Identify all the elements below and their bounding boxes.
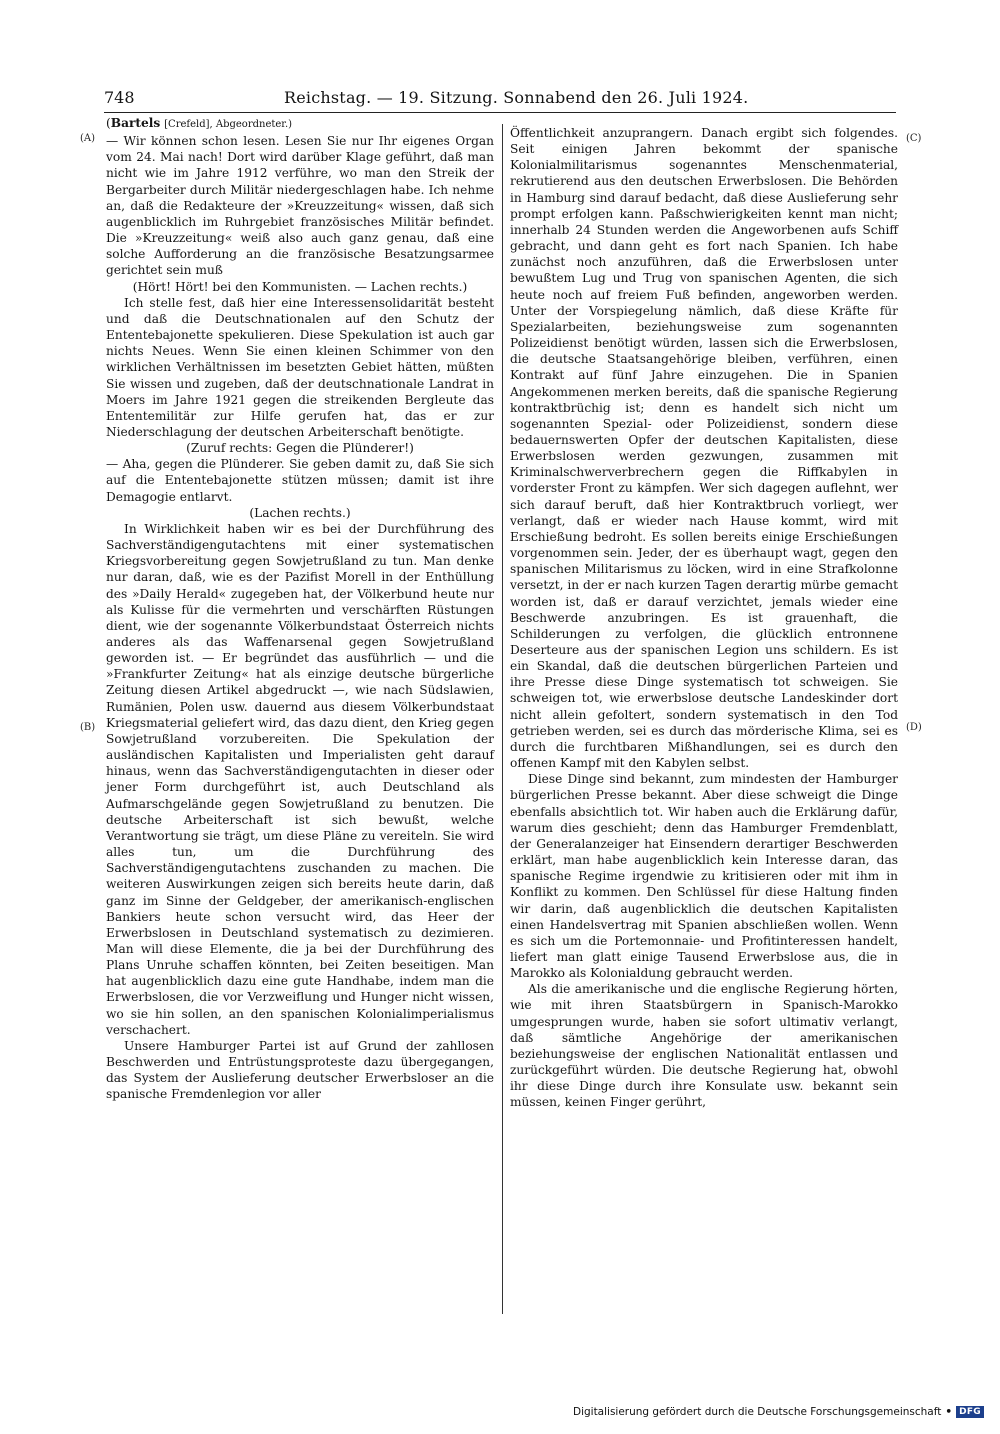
session-title: Reichstag. — 19. Sitzung. Sonnabend den 26. Juli 1924. xyxy=(284,88,749,107)
paragraph: Ich stelle fest, daß hier eine Interessensolidarität besteht und daß die Deutschnationalen auf den Schutz der Ententebajonette spekulieren. Diese Spekulation ist auch gar nichts Neues. Wenn Sie einen kleinen Schimmer von den wirklichen Verhältnissen im besetzten Gebiet hätten, müßten Sie wissen und zugeben, daß der deutschnationale Landrat in Moers im Jahre 1921 gegen die streikenden Bergleute das Ententemilitär zur Hilfe gerufen hat, das er zur Niederschlagung der deutschen Arbeiterschaft benötigte. xyxy=(106,295,494,439)
digitization-footer xyxy=(573,1404,984,1420)
margin-marker-c: (C) xyxy=(906,133,922,144)
margin-marker-a: (A) xyxy=(80,133,96,144)
interjection: (Hört! Hört! bei den Kommunisten. — Lachen rechts.) xyxy=(132,279,468,294)
column-divider xyxy=(502,124,503,1314)
interjection: (Lachen rechts.) xyxy=(249,505,351,520)
footer-text: Digitalisierung gefördert durch die Deutsche Forschungsgemeinschaft xyxy=(572,1406,942,1418)
speaker-name: Bartels xyxy=(110,116,161,130)
paragraph: — Wir können schon lesen. Lesen Sie nur Ihr eigenes Organ vom 24. Mai nach! Dort wird darüber Klage geführt, daß man nicht wie im Jahre 1912 verführe, wo man den Streik der Bergarbeiter durch Militär niedergeschlagen habe. Ich nehme an, daß die Redakteure der »Kreuzzeitung« wissen, daß sich augenblicklich im Ruhrgebiet französisches Militär befindet. Die »Kreuzzeitung« weiß also auch ganz genau, daß eine solche Aufforderung an die französische Besatzungsarmee gerichtet sein muß xyxy=(106,134,494,278)
paragraph: — Aha, gegen die Plünderer. Sie geben damit zu, daß Sie sich auf die Ententebajonette stützen müssen; damit ist ihre Demagogie entlarvt. xyxy=(106,457,494,504)
margin-marker-d: (D) xyxy=(906,722,922,733)
paragraph: Diese Dinge sind bekannt, zum mindesten der Hamburger bürgerlichen Presse bekannt. Aber diese schweigt die Dinge ebenfalls absichtlich tot. Wir haben auch die Erklärung dafür, warum dies geschieht; denn das Hamburger Fremdenblatt, der Generalanzeiger hat Einsendern derartiger Beschwerden erklärt, man habe augenblicklich kein Interesse daran, das spanische Regime irgendwie zu kritisieren oder mit ihm in Konflikt zu kommen. Den Schlüssel für diese Haltung finden wir darin, daß augenblicklich die deutschen Kapitalisten einen Handelsvertrag mit Spanien abschließen wollen. Wenn es sich um die Portemonnaie- und Profitinteressen handelt, liefert man glatt einige Tausend Erwerbslose aus, die in Marokko als Kolonialdung gebraucht werden. xyxy=(510,772,898,981)
speaker-open-paren: ( xyxy=(106,116,111,130)
paragraph: Unsere Hamburger Partei ist auf Grund der zahllosen Beschwerden und Entrüstungsproteste dazu übergegangen, das System der Auslieferung deutscher Erwerbsloser an die spanische Fremdenlegion vor aller xyxy=(106,1038,494,1102)
page-header xyxy=(104,88,894,110)
speaker-line xyxy=(106,115,494,133)
margin-marker-b: (B) xyxy=(80,722,96,733)
left-column xyxy=(106,115,494,1103)
paragraph: Als die amerikanische und die englische Regierung hörten, wie mit ihren Staatsbürgern in Spanisch-Marokko umgesprungen wurde, haben sie sofort ultimativ verlangt, daß sämtliche Angehörige der amerikanischen beziehungsweise der englischen Nationalität entlassen und zurückgeführt würden. Die deutsche Regierung hat, obwohl ihr diese Dinge durch ihre Konsulate usw. bekannt sein müssen, keinen Finger gerührt, xyxy=(510,982,898,1110)
interjection: (Zuruf rechts: Gegen die Plünderer!) xyxy=(186,441,414,456)
page-number: 748 xyxy=(104,88,135,107)
dfg-logo: DFG xyxy=(956,1406,984,1418)
speaker-detail: [Crefeld], Abgeordneter.) xyxy=(164,119,293,130)
header-rule xyxy=(104,112,896,113)
right-column xyxy=(510,125,898,1111)
paragraph: In Wirklichkeit haben wir es bei der Durchführung des Sachverständigengutachtens mit einer systematischen Kriegsvorbereitung gegen Sowjetrußland zu tun. Man denke nur daran, daß, wie es der Pazifist Morell in der Enthüllung des »Daily Herald« zugegeben hat, der Völkerbund heute nur als Kulisse für die vermehrten und verschärften Rüstungen dient, wie der sogenannte Völkerbundstaat Österreich nichts anderes als das Waffenarsenal gegen Sowjetrußland geworden ist. — Er begründet das ausführlich — und die »Frankfurter Zeitung« hat als einzige deutsche bürgerliche Zeitung diesen Artikel abgedruckt —, wie nach Südslawien, Rumänien, Polen usw. dauernd aus diesem Völkerbundstaat Kriegsmaterial geliefert wird, das dazu dient, den Krieg gegen Sowjetrußland vorzubereiten. Die Spekulation der ausländischen Kapitalisten und Imperialisten geht darauf hinaus, wenn das Sachverständigengutachten in dieser oder jener Form durchgeführt ist, auch Deutschland als Aufmarschgelände gegen Sowjetrußland zu benutzen. Die deutsche Arbeiterschaft ist sich bewußt, welche Verantwortung sie trägt, um diese Pläne zu vereiteln. Sie wird alles tun, um die Durchführung des Sachverständigengutachtens zuschanden zu machen. Die weiteren Auswirkungen zeigen sich bereits heute darin, daß ganz im Sinne der Geldgeber, der amerikanisch-englischen Bankiers heute schon versucht wird, das Heer der Erwerbslosen in Deutschland systematisch zu dezimieren. Man will diese Elemente, die ja bei der Durchführung des Plans Unruhe schaffen könnten, bei Zeiten beseitigen. Man hat augenblicklich dazu eine gute Handhabe, indem man die Erwerbslosen, die vor Verzweiflung und Hunger nicht wissen, wo sie hin sollen, an den spanischen Kolonialimperialismus verschachert. xyxy=(106,521,494,1037)
footer-separator: • xyxy=(945,1406,953,1418)
paragraph: Öffentlichkeit anzuprangern. Danach ergibt sich folgendes. Seit einigen Jahren bekommt der spanische Kolonialmilitarismus sogenanntes Menschenmaterial, rekrutierend aus den deutschen Erwerbslosen. Die Behörden in Hamburg sind darauf bedacht, daß diese Auslieferung sehr prompt erfolgen kann. Paßschwierigkeiten kennt man nicht; innerhalb 24 Stunden werden die Angeworbenen aufs Schiff gebracht, und dann geht es fort nach Spanien. Ich habe zunächst noch anzuführen, daß die Erwerbslosen unter bewußtem Lug und Trug von spanischen Agenten, die sich heute noch auf freiem Fuß befinden, angeworben werden. Unter der Vorspiegelung nämlich, daß diese Kräfte für Spezialarbeiten, beziehungsweise zum sogenannten Polizeidienst benötigt würden, lassen sich die Erwerbslosen, die deutsche Staatsangehörige bleiben, verführen, einen Kontrakt auf fünf Jahre einzugehen. Die in Spanien Angekommenen merken bereits, daß die spanische Regierung kontraktbrüchig ist; denn es handelt sich nicht um sogenannten Spezial- oder Polizeidienst, sondern diese bedauernswerten Opfer der deutschen Kapitalisten, diese Erwerbslosen werden gezwungen, zusammen mit Kriminalschwerverbrechern gegen die Riffkabylen in vorderster Front zu kämpfen. Wer sich dagegen auflehnt, wer sich darauf beruft, daß hier Kontraktbruch vorliegt, wer verlangt, daß er wieder nach Hause kommt, wird mit Erschießung bedroht. Es sollen bereits einige Erschießungen vorgenommen sein. Jeder, der es überhaupt wagt, gegen den spanischen Militarismus zu löcken, wird in eine Strafkolonne versetzt, in der er nach kurzen Tagen derartig mürbe gemacht worden ist, daß er darauf verzichtet, jemals wieder eine Beschwerde anzubringen. Es ist grauenhaft, die Schilderungen zu verfolgen, die glücklich entronnene Deserteure aus der spanischen Legion uns schildern. Es ist ein Skandal, daß die deutschen bürgerlichen Parteien und ihre Presse diese Dinge systematisch tot schweigen. Sie schweigen tot, wie erwerbslose deutsche Landeskinder dort nicht allein gefoltert, sondern systematisch in den Tod getrieben werden, sei es durch das mörderische Klima, sei es durch die furchtbaren Mißhandlungen, sei es durch den offenen Kampf mit den Kabylen selbst. xyxy=(510,126,898,771)
